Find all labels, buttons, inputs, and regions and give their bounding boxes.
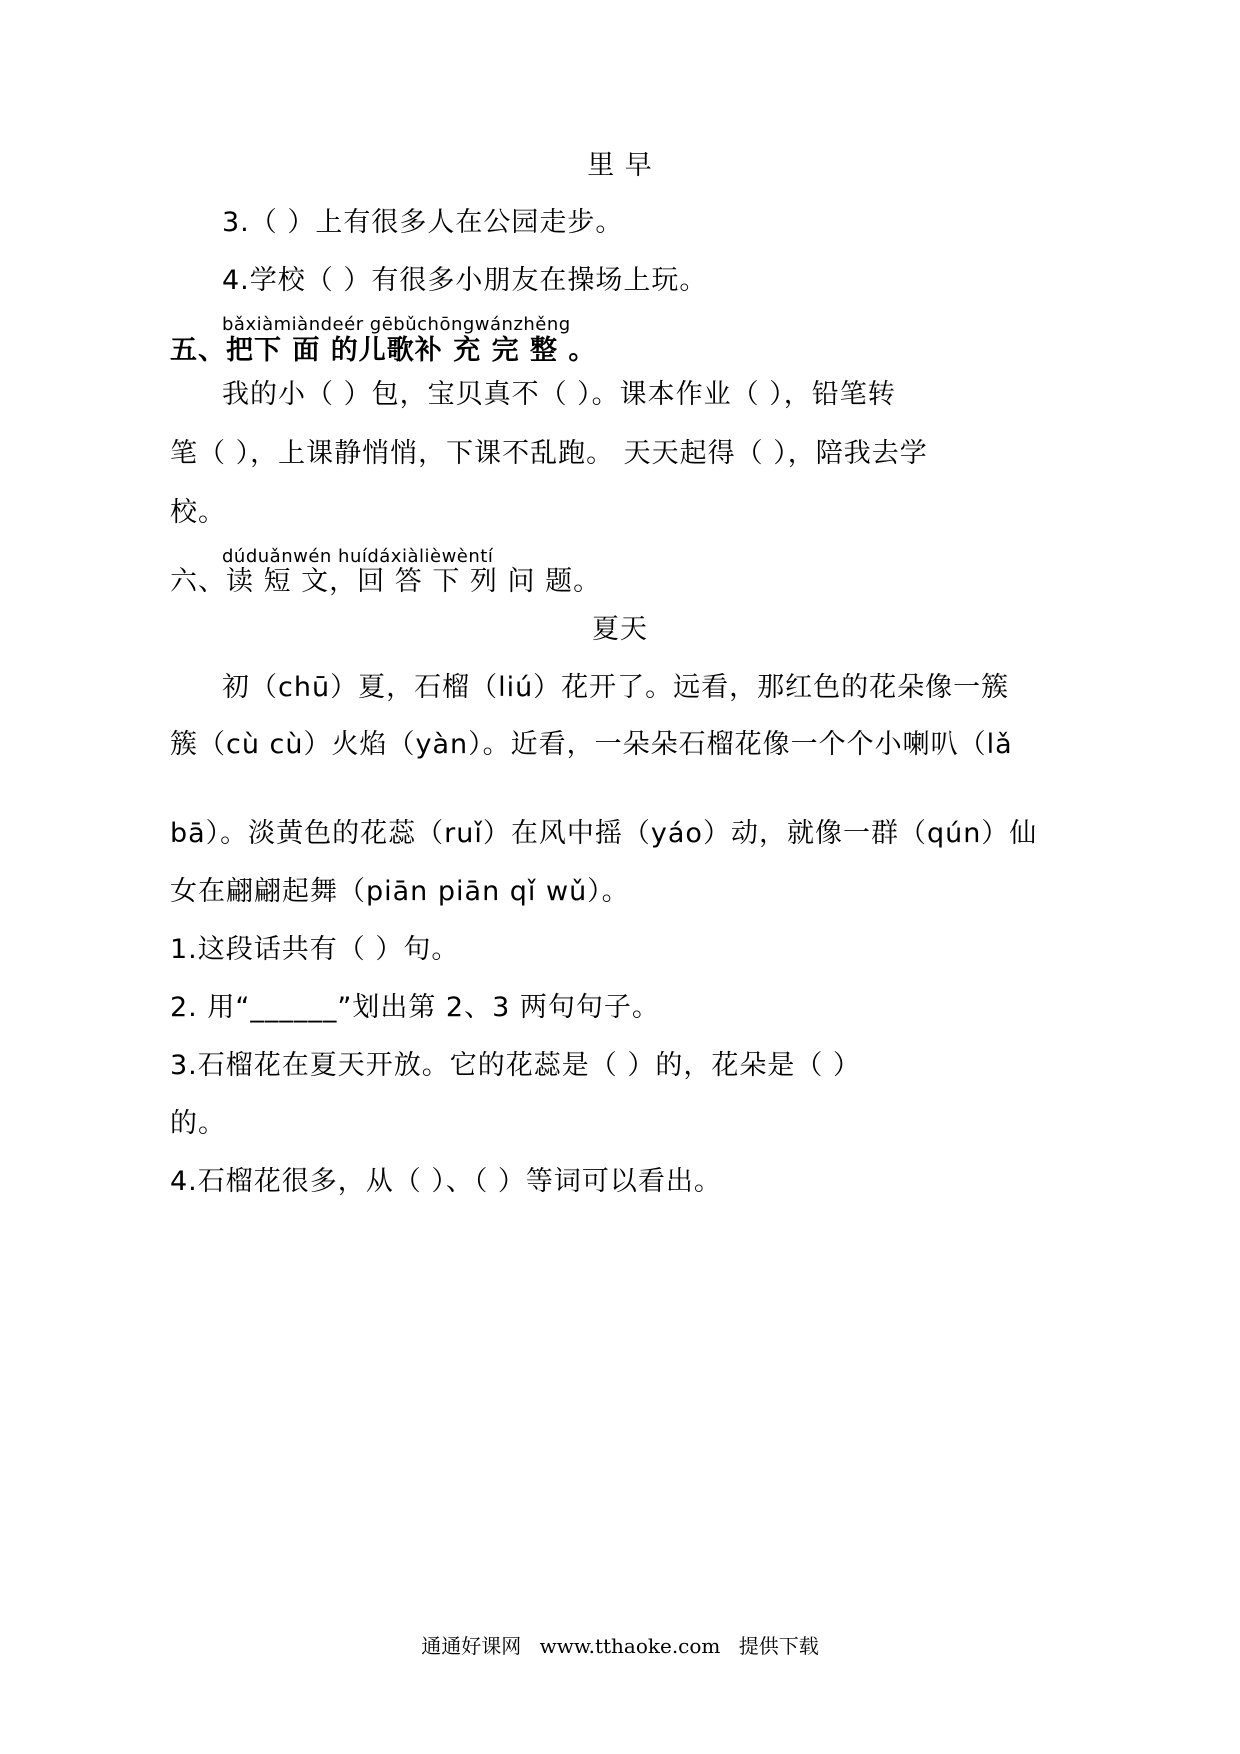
top-words: 里 早	[587, 150, 653, 181]
passage-line-1: 初（chū）夏，石榴（liú）花开了。远看，那红色的花朵像一簇	[222, 672, 1010, 703]
section6-pinyin: dúduǎnwén huídáxiàlièwèntí	[222, 546, 494, 567]
footer	[0, 1633, 1240, 1659]
fill-item-3: 3.（ ）上有很多人在公园走步。	[222, 207, 624, 238]
question-1: 1.这段话共有（ ）句。	[170, 934, 460, 965]
fill-item-4: 4.学校（ ）有很多小朋友在操场上玩。	[222, 265, 708, 296]
question-4: 4.石榴花很多，从（ ）、（ ）等词可以看出。	[170, 1166, 722, 1197]
section5-pinyin: bǎxiàmiàndeér gēbǔchōngwánzhěng	[222, 314, 571, 335]
section6-title: 六、读 短 文，回 答 下 列 问 题。	[170, 566, 602, 597]
passage-title: 夏天	[592, 614, 648, 645]
passage-line-2: 簇（cù cù）火焰（yàn）。近看，一朵朵石榴花像一个个小喇叭（lǎ	[170, 729, 1013, 760]
section5-title: 五、把下 面 的儿歌补 充 完 整 。	[170, 335, 597, 366]
question-3-line-1: 3.石榴花在夏天开放。它的花蕊是（ ）的，花朵是（ ）	[170, 1050, 861, 1081]
question-3-line-2: 的。	[170, 1108, 226, 1139]
footer-note: 提供下载	[738, 1634, 819, 1658]
footer-url[interactable]: www.tthaoke.com	[539, 1634, 721, 1658]
passage-line-4: 女在翩翩起舞（piān piān qǐ wǔ）。	[170, 876, 630, 907]
poem-line-2: 笔（ ），上课静悄悄，下课不乱跑。 天天起得（ ），陪我去学	[170, 438, 928, 469]
footer-site-name: 通通好课网	[421, 1634, 522, 1658]
question-2: 2. 用“______”划出第 2、3 两句句子。	[170, 992, 660, 1023]
poem-line-1: 我的小（ ）包，宝贝真不（ ）。课本作业（ ），铅笔转	[222, 379, 896, 410]
passage-line-3: bā）。淡黄色的花蕊（ruǐ）在风中摇（yáo）动，就像一群（qún）仙	[170, 818, 1038, 849]
poem-line-3: 校。	[170, 497, 226, 528]
